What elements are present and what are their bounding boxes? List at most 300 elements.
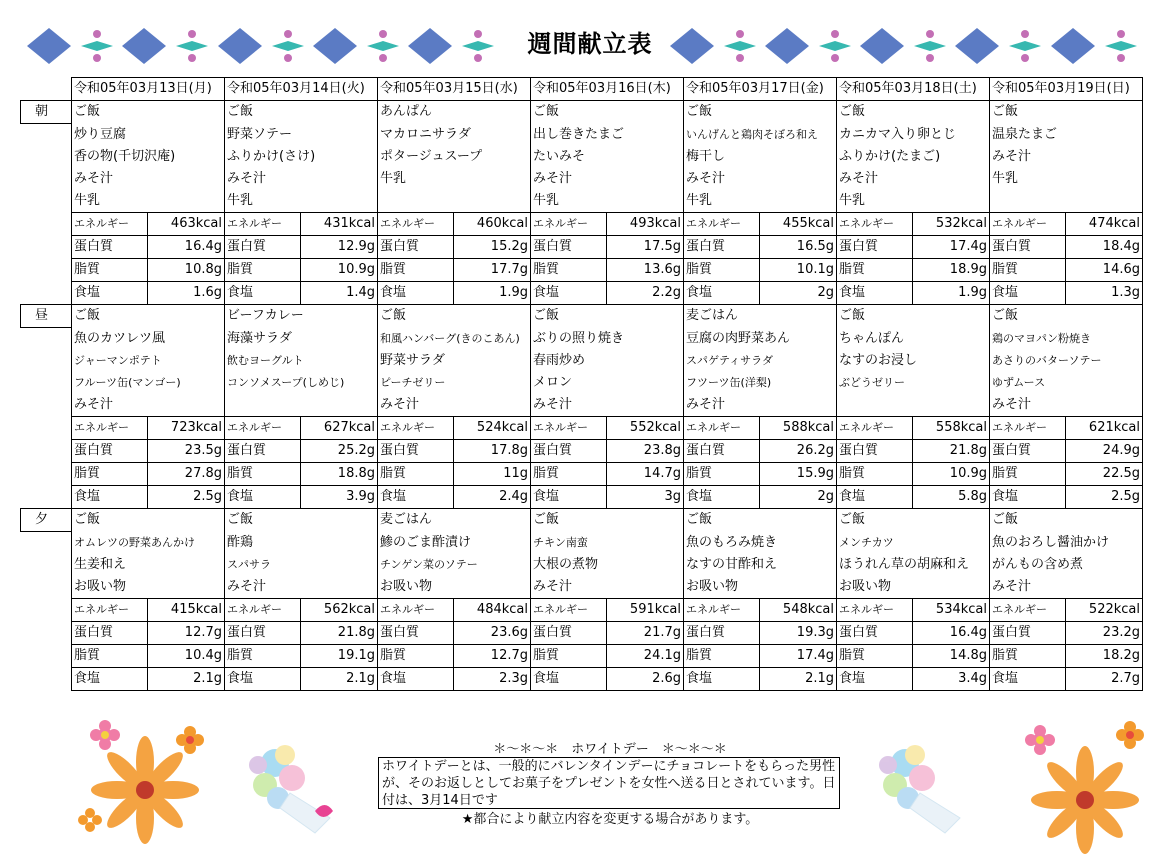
meal-spacer [21, 440, 72, 463]
nutrient-row-protein [21, 440, 1143, 463]
nutrient-value: 17.4g [760, 645, 837, 668]
nutrient-label: エネルギー [378, 599, 454, 622]
nutrient-value: 12.9g [301, 236, 378, 259]
nutrient-label: 脂質 [225, 645, 301, 668]
nutrient-label: 食塩 [837, 486, 913, 509]
nutrient-label: 脂質 [72, 645, 148, 668]
nutrient-value: 19.3g [760, 622, 837, 645]
dish-cell: がんもの含め煮 [990, 554, 1143, 576]
nutrient-label: 食塩 [378, 282, 454, 305]
dish-cell: 梅干し [684, 146, 837, 168]
dish-cell: ご飯 [531, 509, 684, 532]
nutrient-label: エネルギー [837, 213, 913, 236]
dish-cell: みそ汁 [378, 394, 531, 417]
meal-spacer [21, 554, 72, 576]
nutrient-value: 22.5g [1066, 463, 1143, 486]
dish-cell: スパゲティサラダ [684, 350, 837, 372]
dish-cell: ご飯 [225, 101, 378, 124]
flower-illustration-left [70, 705, 220, 859]
dish-cell: みそ汁 [225, 576, 378, 599]
dish-cell: お吸い物 [684, 576, 837, 599]
date-header: 令和05年03月13日(月) [72, 78, 225, 101]
meal-spacer [21, 394, 72, 417]
nutrient-value: 588kcal [760, 417, 837, 440]
meal-spacer [21, 576, 72, 599]
date-header: 令和05年03月14日(火) [225, 78, 378, 101]
dish-cell: 野菜サラダ [378, 350, 531, 372]
dish-cell: ポタージュスープ [378, 146, 531, 168]
dish-cell: ふりかけ(たまご) [837, 146, 990, 168]
date-header: 令和05年03月19日(日) [990, 78, 1143, 101]
meal-spacer [21, 213, 72, 236]
nutrient-label: 食塩 [990, 486, 1066, 509]
nutrient-value: 1.3g [1066, 282, 1143, 305]
nutrient-value: 16.5g [760, 236, 837, 259]
dish-cell: 海藻サラダ [225, 328, 378, 351]
nutrient-label: 蛋白質 [378, 622, 454, 645]
notice-box: ホワイトデーとは、一般的にバレンタインデーにチョコレートをもらった男性が、そのお返しとしてお菓子をプレゼントを女性へ送る日とされています。日付は、3月14日です [378, 757, 840, 809]
nutrient-label: 蛋白質 [837, 622, 913, 645]
nutrient-label: 脂質 [990, 259, 1066, 282]
nutrient-value: 1.6g [148, 282, 225, 305]
nutrient-value: 463kcal [148, 213, 225, 236]
nutrient-value: 524kcal [454, 417, 531, 440]
dot-motif-r2 [914, 30, 946, 62]
dish-cell: フツーツ缶(洋梨) [684, 372, 837, 394]
nutrient-label: 食塩 [225, 486, 301, 509]
dish-cell: なすのお浸し [837, 350, 990, 372]
nutrient-label: 食塩 [837, 282, 913, 305]
nutrient-label: 脂質 [378, 259, 454, 282]
nutrient-label: 脂質 [531, 645, 607, 668]
dot-motif-2 [272, 30, 304, 62]
nutrient-label: 蛋白質 [531, 236, 607, 259]
dish-row [21, 146, 1143, 168]
nutrient-label: エネルギー [990, 599, 1066, 622]
nutrient-value: 27.8g [148, 463, 225, 486]
nutrient-value: 15.9g [760, 463, 837, 486]
nutrient-label: 食塩 [72, 486, 148, 509]
page-title: 週間献立表 [527, 30, 653, 58]
nutrient-value: 21.8g [913, 440, 990, 463]
nutrient-value: 558kcal [913, 417, 990, 440]
nutrient-label: 脂質 [990, 645, 1066, 668]
dish-row [21, 394, 1143, 417]
diamond-4 [408, 28, 452, 64]
nutrient-label: 蛋白質 [225, 622, 301, 645]
meal-spacer [21, 599, 72, 622]
nutrient-label: エネルギー [684, 417, 760, 440]
nutrient-label: 食塩 [225, 282, 301, 305]
nutrient-label: 食塩 [378, 486, 454, 509]
dish-cell: フルーツ缶(マンゴー) [72, 372, 225, 394]
dish-cell: あさりのバターソテー [990, 350, 1143, 372]
dish-cell: 麦ごはん [684, 305, 837, 328]
nutrient-label: 蛋白質 [990, 236, 1066, 259]
dish-cell: みそ汁 [684, 168, 837, 190]
nutrient-value: 493kcal [607, 213, 684, 236]
nutrient-value: 534kcal [913, 599, 990, 622]
dish-cell: メンチカツ [837, 532, 990, 555]
nutrient-value: 25.2g [301, 440, 378, 463]
dish-cell: 牛乳 [684, 190, 837, 213]
dish-cell: たいみそ [531, 146, 684, 168]
nutrient-row-fat [21, 259, 1143, 282]
nutrient-value: 460kcal [454, 213, 531, 236]
dish-cell: ご飯 [990, 101, 1143, 124]
dish-row [21, 124, 1143, 147]
nutrient-label: エネルギー [225, 417, 301, 440]
nutrient-label: 食塩 [531, 486, 607, 509]
nutrient-label: 脂質 [837, 645, 913, 668]
diamond-3 [313, 28, 357, 64]
menu-grid [20, 77, 1143, 691]
dish-cell: ほうれん草の胡麻和え [837, 554, 990, 576]
nutrient-value: 532kcal [913, 213, 990, 236]
dish-cell: チンゲン菜のソテー [378, 554, 531, 576]
nutrient-value: 3.9g [301, 486, 378, 509]
nutrient-value: 18.4g [1066, 236, 1143, 259]
nutrient-label: エネルギー [225, 599, 301, 622]
nutrient-label: エネルギー [531, 213, 607, 236]
nutrient-value: 2.1g [301, 668, 378, 691]
nutrient-value: 3g [607, 486, 684, 509]
nutrient-label: エネルギー [72, 599, 148, 622]
dish-cell: チキン南蛮 [531, 532, 684, 555]
nutrient-label: 脂質 [72, 463, 148, 486]
nutrient-label: 蛋白質 [72, 440, 148, 463]
dish-cell: 酢鶏 [225, 532, 378, 555]
nutrient-label: 蛋白質 [531, 440, 607, 463]
nutrient-label: 蛋白質 [378, 236, 454, 259]
meal-spacer [21, 236, 72, 259]
diamond-1 [122, 28, 166, 64]
nutrient-value: 2g [760, 486, 837, 509]
nutrient-label: 脂質 [684, 645, 760, 668]
date-header: 令和05年03月15日(水) [378, 78, 531, 101]
nutrient-label: 食塩 [990, 282, 1066, 305]
meal-spacer [21, 124, 72, 147]
meal-label: 夕 [21, 509, 72, 532]
dish-cell: お吸い物 [378, 576, 531, 599]
nutrient-label: エネルギー [990, 417, 1066, 440]
nutrient-value: 474kcal [1066, 213, 1143, 236]
dish-cell: みそ汁 [990, 146, 1143, 168]
nutrient-value: 591kcal [607, 599, 684, 622]
meal-spacer [21, 622, 72, 645]
dish-row [21, 305, 1143, 328]
dish-cell: ぶりの照り焼き [531, 328, 684, 351]
nutrient-label: 蛋白質 [72, 622, 148, 645]
meal-label: 昼 [21, 305, 72, 328]
nutrient-row-fat [21, 645, 1143, 668]
dish-row [21, 328, 1143, 351]
nutrient-label: エネルギー [990, 213, 1066, 236]
nutrient-value: 2.1g [760, 668, 837, 691]
meal-spacer [21, 350, 72, 372]
diamond-r4 [1051, 28, 1095, 64]
nutrient-label: エネルギー [837, 599, 913, 622]
nutrient-row-protein [21, 236, 1143, 259]
dish-cell: ご飯 [225, 509, 378, 532]
dish-cell: 春雨炒め [531, 350, 684, 372]
dish-cell: ご飯 [531, 305, 684, 328]
menu-table [20, 77, 1143, 691]
nutrient-value: 2.1g [148, 668, 225, 691]
nutrient-row-salt [21, 668, 1143, 691]
nutrient-value: 14.7g [607, 463, 684, 486]
dish-cell: 豆腐の肉野菜あん [684, 328, 837, 351]
dish-cell: 麦ごはん [378, 509, 531, 532]
nutrient-value: 548kcal [760, 599, 837, 622]
nutrient-label: 脂質 [72, 259, 148, 282]
corner-cell [21, 78, 72, 101]
nutrient-label: 脂質 [990, 463, 1066, 486]
dish-cell: みそ汁 [531, 394, 684, 417]
nutrient-label: 脂質 [684, 259, 760, 282]
nutrient-label: エネルギー [684, 599, 760, 622]
dish-cell: ゆずムース [990, 372, 1143, 394]
dot-motif-r3 [1009, 30, 1041, 62]
dish-cell: 炒り豆腐 [72, 124, 225, 147]
header [0, 0, 1176, 80]
meal-label: 朝 [21, 101, 72, 124]
nutrient-value: 522kcal [1066, 599, 1143, 622]
nutrient-value: 17.7g [454, 259, 531, 282]
nutrient-value: 17.8g [454, 440, 531, 463]
dish-cell: 鯵のごま酢漬け [378, 532, 531, 555]
dish-cell: ぶどうゼリー [837, 372, 990, 394]
date-header: 令和05年03月18日(土) [837, 78, 990, 101]
dish-cell: みそ汁 [531, 576, 684, 599]
dish-cell: みそ汁 [684, 394, 837, 417]
nutrient-label: 蛋白質 [990, 622, 1066, 645]
dish-cell: 魚のおろし醤油かけ [990, 532, 1143, 555]
meal-spacer [21, 532, 72, 555]
dish-cell: ご飯 [990, 305, 1143, 328]
nutrient-value: 18.9g [913, 259, 990, 282]
nutrient-value: 23.8g [607, 440, 684, 463]
dish-row [21, 532, 1143, 555]
dish-cell: マカロニサラダ [378, 124, 531, 147]
nutrient-value: 19.1g [301, 645, 378, 668]
dish-cell: みそ汁 [531, 168, 684, 190]
nutrient-value: 24.1g [607, 645, 684, 668]
nutrient-label: エネルギー [531, 417, 607, 440]
nutrient-value: 2.2g [607, 282, 684, 305]
dish-row [21, 554, 1143, 576]
nutrient-value: 627kcal [301, 417, 378, 440]
nutrient-label: 脂質 [378, 645, 454, 668]
nutrient-value: 23.2g [1066, 622, 1143, 645]
dish-cell: お吸い物 [72, 576, 225, 599]
meal-spacer [21, 259, 72, 282]
nutrient-label: 脂質 [225, 259, 301, 282]
nutrient-value: 2.5g [1066, 486, 1143, 509]
nutrient-label: 脂質 [531, 463, 607, 486]
dish-cell: 飲むヨーグルト [225, 350, 378, 372]
dot-motif-3 [367, 30, 399, 62]
nutrient-value: 552kcal [607, 417, 684, 440]
dish-cell: お吸い物 [837, 576, 990, 599]
dish-row [21, 168, 1143, 190]
flower-illustration-right [1000, 705, 1160, 859]
meal-spacer [21, 190, 72, 213]
meal-spacer [21, 668, 72, 691]
dish-cell: みそ汁 [837, 168, 990, 190]
nutrient-value: 2.4g [454, 486, 531, 509]
date-header-row [21, 78, 1143, 101]
nutrient-value: 2.7g [1066, 668, 1143, 691]
nutrient-label: 脂質 [378, 463, 454, 486]
nutrient-row-energy [21, 213, 1143, 236]
dish-cell: ふりかけ(さけ) [225, 146, 378, 168]
nutrient-row-energy [21, 417, 1143, 440]
nutrient-row-protein [21, 622, 1143, 645]
nutrient-value: 26.2g [760, 440, 837, 463]
nutrient-value: 13.6g [607, 259, 684, 282]
nutrient-label: 蛋白質 [684, 236, 760, 259]
nutrient-label: 蛋白質 [837, 440, 913, 463]
dish-cell: ご飯 [990, 509, 1143, 532]
nutrient-label: エネルギー [225, 213, 301, 236]
meal-spacer [21, 328, 72, 351]
nutrient-value: 10.4g [148, 645, 225, 668]
dish-cell: オムレツの野菜あんかけ [72, 532, 225, 555]
nutrient-value: 18.8g [301, 463, 378, 486]
nutrient-label: 蛋白質 [684, 440, 760, 463]
nutrient-value: 21.8g [301, 622, 378, 645]
diamond-r3 [955, 28, 999, 64]
nutrient-value: 24.9g [1066, 440, 1143, 463]
nutrient-value: 17.4g [913, 236, 990, 259]
dish-cell: みそ汁 [72, 168, 225, 190]
nutrient-value: 11g [454, 463, 531, 486]
dish-cell: 生姜和え [72, 554, 225, 576]
nutrient-label: 脂質 [225, 463, 301, 486]
diamond-0 [27, 28, 71, 64]
dish-cell: スパサラ [225, 554, 378, 576]
nutrient-value: 10.9g [913, 463, 990, 486]
footer-note: ★都合により献立内容を変更する場合があります。 [461, 812, 759, 827]
dish-cell: 牛乳 [72, 190, 225, 213]
dish-cell: みそ汁 [990, 576, 1143, 599]
nutrient-value: 2g [760, 282, 837, 305]
dish-cell: ご飯 [72, 305, 225, 328]
dish-cell: 牛乳 [531, 190, 684, 213]
dish-cell: 出し巻きたまご [531, 124, 684, 147]
nutrient-label: 蛋白質 [225, 440, 301, 463]
dish-row [21, 372, 1143, 394]
dish-cell: ご飯 [684, 509, 837, 532]
dish-cell: あんぱん [378, 101, 531, 124]
nutrient-label: 蛋白質 [225, 236, 301, 259]
dish-cell: ビーフカレー [225, 305, 378, 328]
dish-row [21, 101, 1143, 124]
nutrient-value: 2.5g [148, 486, 225, 509]
dish-cell: 牛乳 [837, 190, 990, 213]
dish-cell: 牛乳 [225, 190, 378, 213]
dish-cell: なすの甘酢和え [684, 554, 837, 576]
nutrient-label: 食塩 [225, 668, 301, 691]
nutrient-label: 蛋白質 [378, 440, 454, 463]
nutrient-label: 食塩 [684, 282, 760, 305]
nutrient-value: 3.4g [913, 668, 990, 691]
dot-motif-1 [176, 30, 208, 62]
dot-motif-r1 [819, 30, 851, 62]
nutrient-value: 16.4g [913, 622, 990, 645]
dish-cell: 魚のカツレツ風 [72, 328, 225, 351]
dish-cell: コンソメスープ(しめじ) [225, 372, 378, 394]
nutrient-value: 5.8g [913, 486, 990, 509]
dish-cell: ご飯 [72, 101, 225, 124]
dish-cell: ご飯 [837, 305, 990, 328]
nutrient-label: 食塩 [684, 486, 760, 509]
nutrient-value: 2.6g [607, 668, 684, 691]
nutrient-value: 16.4g [148, 236, 225, 259]
meal-spacer [21, 417, 72, 440]
dish-cell [837, 394, 990, 417]
meal-spacer [21, 146, 72, 168]
dish-row [21, 576, 1143, 599]
notice-title: ＊～＊～＊ ホワイトデー ＊～＊～＊ [493, 742, 727, 757]
diamond-r1 [765, 28, 809, 64]
nutrient-label: エネルギー [531, 599, 607, 622]
dish-cell: 鶏のマヨパン粉焼き [990, 328, 1143, 351]
dish-cell: ご飯 [378, 305, 531, 328]
nutrient-row-energy [21, 599, 1143, 622]
dish-cell: ご飯 [72, 509, 225, 532]
nutrient-value: 10.9g [301, 259, 378, 282]
dot-motif-r0 [724, 30, 756, 62]
meal-spacer [21, 168, 72, 190]
nutrient-value: 2.3g [454, 668, 531, 691]
nutrient-label: エネルギー [72, 417, 148, 440]
nutrient-row-salt [21, 282, 1143, 305]
dish-row [21, 190, 1143, 213]
nutrient-row-fat [21, 463, 1143, 486]
nutrient-value: 621kcal [1066, 417, 1143, 440]
dish-cell [990, 190, 1143, 213]
nutrient-label: 蛋白質 [684, 622, 760, 645]
nutrient-label: エネルギー [378, 213, 454, 236]
meal-spacer [21, 372, 72, 394]
dish-cell: みそ汁 [990, 394, 1143, 417]
nutrient-value: 562kcal [301, 599, 378, 622]
nutrient-value: 1.9g [913, 282, 990, 305]
nutrient-value: 415kcal [148, 599, 225, 622]
nutrient-value: 18.2g [1066, 645, 1143, 668]
dish-cell: 牛乳 [378, 168, 531, 190]
nutrient-label: 食塩 [531, 282, 607, 305]
dot-motif-0 [81, 30, 113, 62]
footer [0, 705, 1176, 859]
bouquet-illustration-left [230, 723, 350, 843]
nutrient-value: 23.6g [454, 622, 531, 645]
date-header: 令和05年03月16日(木) [531, 78, 684, 101]
dish-cell: 野菜ソテー [225, 124, 378, 147]
nutrient-value: 1.9g [454, 282, 531, 305]
dish-row [21, 350, 1143, 372]
nutrient-label: 食塩 [72, 668, 148, 691]
nutrient-value: 21.7g [607, 622, 684, 645]
nutrient-label: 脂質 [531, 259, 607, 282]
nutrient-label: 蛋白質 [72, 236, 148, 259]
dot-motif-4 [462, 30, 494, 62]
nutrient-value: 15.2g [454, 236, 531, 259]
nutrient-label: エネルギー [837, 417, 913, 440]
dish-cell: 香の物(千切沢庵) [72, 146, 225, 168]
